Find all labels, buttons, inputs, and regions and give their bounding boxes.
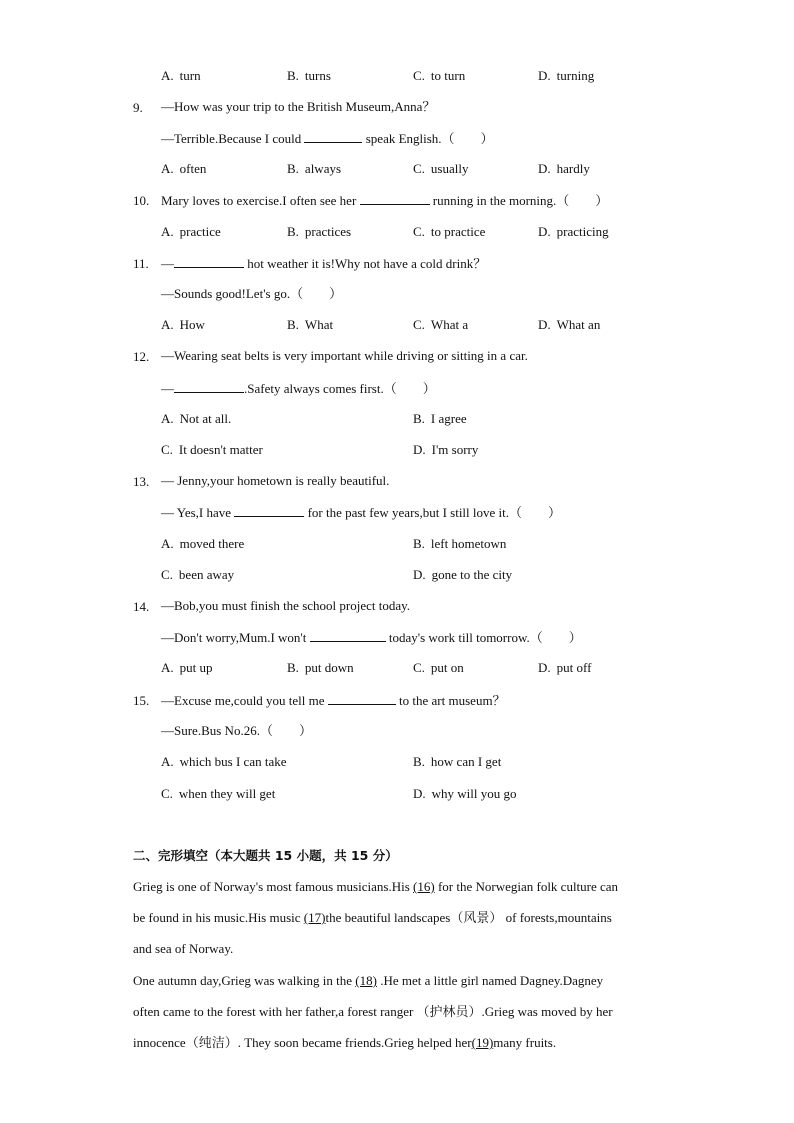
question-number: 9. (133, 100, 143, 115)
q12-option-d[interactable]: D. I'm sorry (413, 442, 479, 457)
question-text: —Sure.Bus No.26.（ ） (161, 723, 312, 738)
answer-blank[interactable] (174, 380, 244, 393)
question-text: —Bob,you must finish the school project today. (161, 598, 411, 613)
question-text: —Terrible.Because I could speak English.（ ） (161, 131, 494, 146)
q13-option-a[interactable]: A. moved there (161, 536, 245, 551)
q8-option-c[interactable]: C. to turn (413, 68, 466, 83)
blank-marker-17[interactable]: (17) (303, 910, 326, 925)
question-text: Mary loves to exercise.I often see her running in the morning.（ ） (161, 193, 609, 208)
q9-option-b[interactable]: B. always (287, 161, 342, 176)
passage-line: and sea of Norway. (133, 941, 234, 956)
question-text: — Yes,I have for the past few years,but I still love it.（ ） (161, 505, 562, 520)
q8-option-d[interactable]: D. turning (538, 68, 595, 83)
question-number: 10. (133, 193, 150, 208)
blank-marker-19[interactable]: (19) (471, 1035, 494, 1050)
q12-option-b[interactable]: B. I agree (413, 411, 467, 426)
q12-option-a[interactable]: A. Not at all. (161, 411, 232, 426)
passage-line: be found in his music.His music (17)the beautiful landscapes（风景） of forests,mountains (133, 910, 612, 925)
question-number: 14. (133, 599, 150, 614)
q14-option-b[interactable]: B. put down (287, 660, 354, 675)
q10-option-a[interactable]: A. practice (161, 224, 221, 239)
q10-option-c[interactable]: C. to practice (413, 224, 486, 239)
q10-option-b[interactable]: B. practices (287, 224, 352, 239)
question-text: —Excuse me,could you tell me to the art museum？ (161, 693, 506, 708)
q14-option-c[interactable]: C. put on (413, 660, 464, 675)
passage-line: often came to the forest with her father,a forest ranger （护林员）.Grieg was moved by her (133, 1004, 613, 1019)
question-number: 13. (133, 474, 150, 489)
question-text: — .Safety always comes first.（ ） (161, 381, 436, 396)
q14-option-a[interactable]: A. put up (161, 660, 213, 675)
answer-blank[interactable] (234, 504, 304, 517)
answer-blank[interactable] (174, 255, 244, 268)
q15-option-c[interactable]: C. when they will get (161, 786, 276, 801)
question-text: —Don't worry,Mum.I won't today's work till tomorrow.（ ） (161, 630, 582, 645)
q9-option-a[interactable]: A. often (161, 161, 207, 176)
q13-option-c[interactable]: C. been away (161, 567, 235, 582)
q15-option-b[interactable]: B. how can I get (413, 754, 502, 769)
blank-marker-16[interactable]: (16) (413, 879, 435, 894)
section-heading: 二、完形填空（本大题共 15 小题，共 15 分） (133, 848, 398, 863)
q11-option-c[interactable]: C. What a (413, 317, 469, 332)
question-text: —Wearing seat belts is very important while driving or sitting in a car. (161, 348, 528, 363)
question-text: —Sounds good!Let's go.（ ） (161, 286, 343, 301)
q9-option-c[interactable]: C. usually (413, 161, 469, 176)
q15-option-a[interactable]: A. which bus I can take (161, 754, 287, 769)
q11-option-b[interactable]: B. What (287, 317, 334, 332)
question-number: 15. (133, 693, 150, 708)
answer-blank[interactable] (304, 130, 362, 143)
q13-option-d[interactable]: D. gone to the city (413, 567, 513, 582)
q11-option-a[interactable]: A. How (161, 317, 205, 332)
question-text: —How was your trip to the British Museum,Anna？ (161, 99, 436, 114)
q12-option-c[interactable]: C. It doesn't matter (161, 442, 263, 457)
passage-line: Grieg is one of Norway's most famous musicians.His (16) for the Norwegian folk culture can (133, 879, 619, 894)
passage-line: One autumn day,Grieg was walking in the (18) .He met a little girl named Dagney.Dagney (133, 973, 604, 988)
question-number: 12. (133, 349, 150, 364)
question-number: 11. (133, 256, 149, 271)
q15-option-d[interactable]: D. why will you go (413, 786, 517, 801)
passage-line: innocence（纯洁）. They soon became friends.Grieg helped her(19)many fruits. (133, 1035, 557, 1050)
question-text: — hot weather it is!Why not have a cold drink？ (161, 256, 487, 271)
q11-option-d[interactable]: D. What an (538, 317, 601, 332)
answer-blank[interactable] (310, 629, 386, 642)
q9-option-d[interactable]: D. hardly (538, 161, 590, 176)
q13-option-b[interactable]: B. left hometown (413, 536, 507, 551)
answer-blank[interactable] (360, 192, 430, 205)
q10-option-d[interactable]: D. practicing (538, 224, 609, 239)
blank-marker-18[interactable]: (18) (355, 973, 377, 988)
q14-option-d[interactable]: D. put off (538, 660, 592, 675)
q8-option-a[interactable]: A. turn (161, 68, 201, 83)
question-text: — Jenny,your hometown is really beautiful. (161, 473, 390, 488)
answer-blank[interactable] (328, 692, 396, 705)
q8-option-b[interactable]: B. turns (287, 68, 331, 83)
